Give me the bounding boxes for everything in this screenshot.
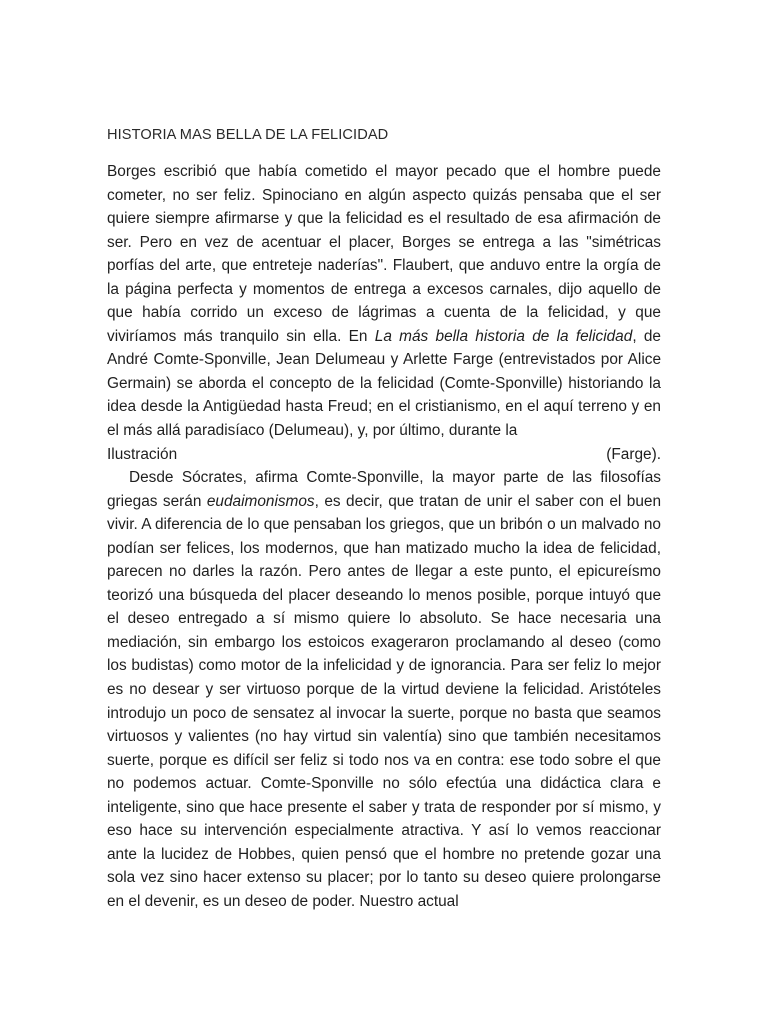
paragraph-1-text-a: Borges escribió que había cometido el mayor pecado que el hombre puede cometer, no ser feliz. Spinociano en algún aspecto quizás pensaba que el ser quiere siempre afirmarse y que la felicidad es el resultado de esa afirmación de ser. Pero en vez de acentuar el placer, Borges se entrega a las "simétricas porfías del arte, que entreteje naderías". Flaubert, que anduvo entre la orgía de la página perfecta y momentos de entrega a excesos carnales, dijo aquello de que había corrido un exceso de lágrimas a cuenta de la felicidad, y que viviríamos más tranquilo sin ella. En xyxy=(107,163,661,345)
paragraph-2-text-a: Desde Sócrates, afirma Comte-Sponville, la mayor parte de las filosofías griegas serán xyxy=(107,469,661,510)
paragraph-1 xyxy=(107,160,661,466)
paragraph-1-last-line: Ilustración (Farge). xyxy=(107,445,661,463)
document-body xyxy=(107,124,661,914)
eudaimonismos-italic: eudaimonismos xyxy=(206,492,315,510)
paragraph-2-text-b: , es decir, que tratan de unir el saber con el buen vivir. A diferencia de lo que pensaban los griegos, que un bribón o un malvado no podían ser felices, los modernos, que han matizado mucho la idea de felicidad, parecen no darles la razón. Pero antes de llegar a este punto, el epicureísmo teorizó una búsqueda del placer deseando lo menos posible, porque intuyó que el deseo entregado a sí mismo quiere lo absoluto. Se hace necesaria una mediación, sin embargo los estoicos exageraron proclamando al deseo (como los budistas) como motor de la infelicidad y de ignorancia. Para ser feliz lo mejor es no desear y ser virtuoso porque de la virtud deviene la felicidad. Aristóteles introdujo un poco de sensatez al invocar la suerte, porque no basta que seamos virtuosos y valientes (no hay virtud sin valentía) sino que también necesitamos suerte, porque es difícil ser feliz si todo nos va en contra: ese todo sobre el que no podemos actuar. Comte-Sponville no sólo efectúa una didáctica clara e inteligente, sino que hace presente el saber y trata de responder por sí mismo, y eso hace su intervención especialmente atractiva. Y así lo vemos reaccionar ante la lucidez de Hobbes, quien pensó que el hombre no pretende gozar una sola vez sino hacer extenso su placer; por lo tanto su deseo quiere prolongarse en el devenir, es un deseo de poder. Nuestro actual xyxy=(107,492,661,910)
paragraph-1-text-b: , de André Comte-Sponville, Jean Delumeau y Arlette Farge (entrevistados por Alice Germain) se aborda el concepto de la felicidad (Comte-Sponville) historiando la idea desde la Antigüedad hasta Freud; en el cristianismo, en el aquí terreno y en el más allá paradisíaco (Delumeau), y, por último, durante la xyxy=(107,327,661,440)
book-title-italic: La más bella historia de la felicidad xyxy=(374,327,633,345)
paragraph-2 xyxy=(107,466,661,913)
document-title: HISTORIA MAS BELLA DE LA FELICIDAD xyxy=(107,127,389,143)
